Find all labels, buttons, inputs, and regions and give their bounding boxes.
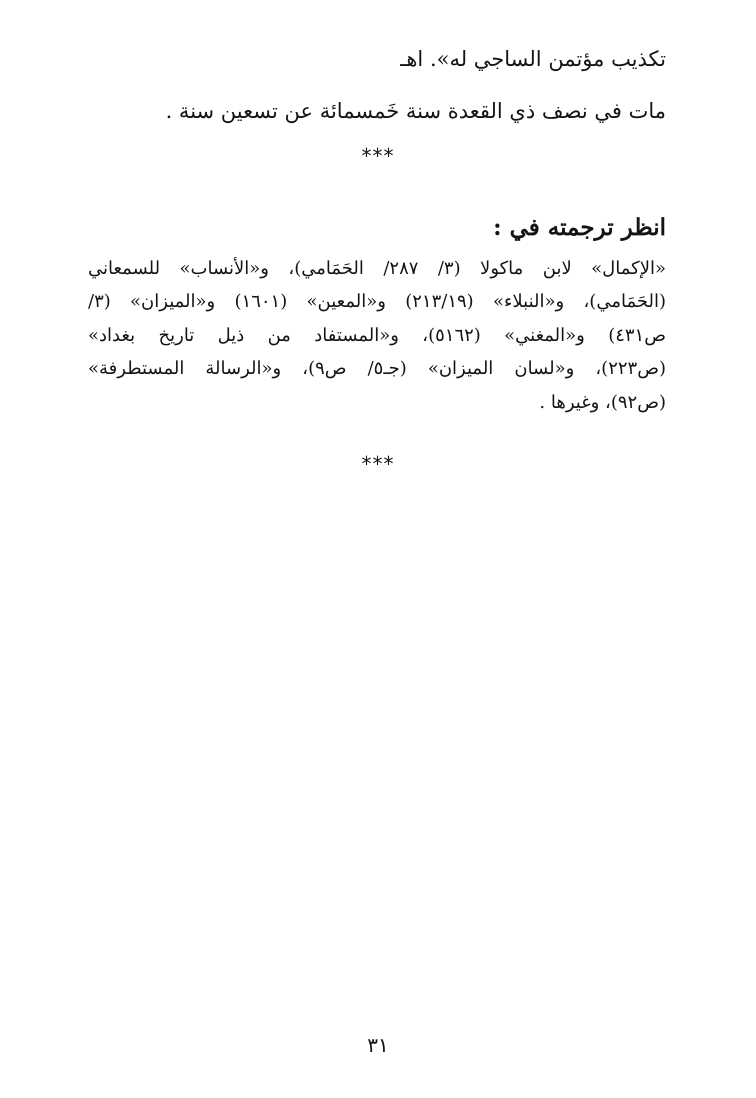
- continuation-line-1: تكذيب مؤتمن الساجي له». اهـ: [400, 47, 666, 71]
- sources-line-5: (ص٩٢)، وغيرها .: [539, 391, 666, 413]
- sources-line-2: (الحَمَامي)، و«النبلاء» (٢١٣/١٩) و«المعين» (١٦٠١) و«الميزان» (٣/: [88, 291, 666, 313]
- continuation-line-2: مات في نصف ذي القعدة سنة خَمسمائة عن تسعين سنة .: [165, 99, 666, 123]
- sources-paragraph: [88, 252, 666, 419]
- section-separator-top: ***: [361, 144, 395, 168]
- sources-line-4: (ص٢٢٣)، و«لسان الميزان» (جـ٥/ ص٩)، و«الرسالة المستطرفة»: [88, 358, 666, 380]
- section-separator-bottom: ***: [361, 452, 395, 476]
- sources-heading: انظر ترجمته في :: [493, 214, 666, 241]
- page-number: ٣١: [367, 1033, 389, 1057]
- sources-line-3: ص٤٣١) و«المغني» (٥١٦٢)، و«المستفاد من ذيل تاريخ بغداد»: [88, 324, 666, 346]
- sources-line-1: «الإكمال» لابن ماكولا (٣/ ٢٨٧/ الحَمَامي)، و«الأنساب» للسمعاني: [88, 258, 666, 279]
